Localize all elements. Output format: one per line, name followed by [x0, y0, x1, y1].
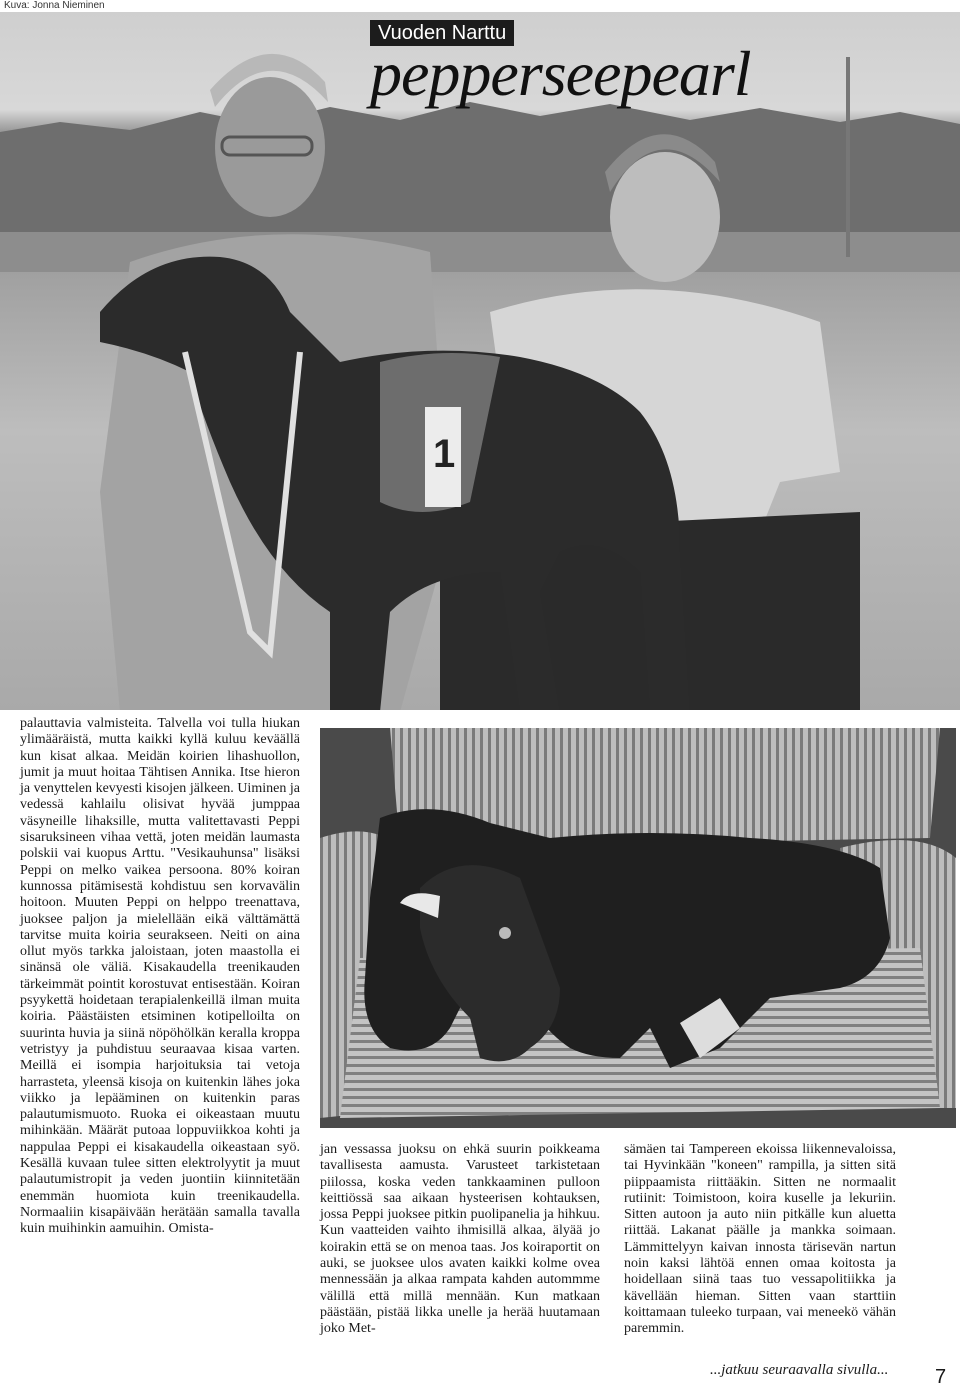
body-column-right: sämäen tai Tampereen ekoissa liikennevaloissa, tai Hyvinkään "koneen" rampilla, ja sitten sitä piippaamista riittääkin. Sitten ne normaalit rutiinit: Toimistoon, koira kuselle ja lekuriin. Sitten autoon ja auto niin pitkälle kun aluetta riittää. Lakanat päälle ja mankka soimaan. Lämmittelyyn kaivan innosta tärisevän nartun noin kaksi lähtöä ennen omaa koitosta ja hoidellaan siinä taas tuo vessapolitiikka ja kävellään hieman. Sitten vaan starttiin koittamaan tuleeko turpaan, vai meneekö vähän paremmin. [624, 1142, 896, 1337]
continue-note: ...jatkuu seuraavalla sivulla... [710, 1362, 889, 1378]
dog-on-chair-illustration [320, 728, 956, 1128]
page-number: 7 [935, 1366, 947, 1388]
main-photo-illustration [0, 12, 960, 710]
body-column-middle: jan vessassa juoksu on ehkä suurin poikkeama tavallisesta aamusta. Varusteet tarkistetaan piilossa, koska veden tankkaaminen pulloon keittiössä saa aikaan hysteerisen kohtauksen, jossa Peppi juoksee pitkin puolipanelia ja hihkuu. Kun vaatteiden vaihto ihmisillä alkaa, älyää jo koirakin että se on menoa taas. Jos koiraportit on auki, se juoksee ulos avaten kaikki kolme ovea mennessään ja alkaa rampata kahden autommme välillä että millä mennään. Kun matkaan päästään, pistää likka unelle ja herää huutamaan joko Met- [320, 1142, 600, 1337]
photo-credit: Kuva: Jonna Nieminen [4, 0, 105, 11]
section-label: Vuoden Narttu [370, 20, 514, 46]
dog-on-chair-photo [320, 728, 956, 1128]
main-photo [0, 12, 960, 710]
bib-number: 1 [433, 432, 456, 476]
body-column-left: palauttavia valmisteita. Talvella voi tulla hiukan ylimääräistä, mutta kaikki kyllä kuluu keväällä kun kisat alkaa. Meidän koirien lihashuollon, jumit ja muut hoitaa Tähtisen Annika. Itse hieron ja venyttelen kevyesti kisojen jälkeen. Uiminen ja vedessä kahlailu olisivat hyvää jumppaa väsyneille lihaksille, mutta valitettavasti Peppi sisaruksineen vihaa vettä, joten meidän laumasta polskii vai kuopus Arttu. "Vesikauhunsa" lisäksi Peppi on melko vaikea persoona. 80% koiran kunnossa pitämisestä kohdistuu sen korvavälin hoitoon. Muuten Peppi on helppo treenattava, juoksee paljon ja mielellään eikä välttämättä tarvitse muita koiria seurakseen. Neiti on aina ollut myös tarkka jaloistaan, joten maastolla ei sinänsä ole väliä. Kisakaudella treenikauden tärkeimmät pointit korostuvat entisestään. Koiran psyykettä hoidetaan terapialenkeillä ilman muita koiria. Päästäisten etsiminen kotipelloilta on suurinta huvia ja siinä nöpöhölkän keralla kroppa vetristyy ja puhdistuu seuraavaa kisaa varten. Meillä ei isompia harjoituksia tai vetoja harrasteta, yleensä kisoja on kuitenkin lähes joka viikko ja lepääminen on kuitenkin paras palautumismuoto. Ruoka ei oikeastaan muutu mihinkään. Määrät putoaa loppuviikkoa kohti ja nappulaa Peppi ei kisakaudella oikeastaan syö. Kesällä kuvaan tulee sitten elektrolyytit ja muut palautumistropit ja veden juontiin kiinnitetään enemmän huomiota kuin treenikaudella. Normaaliin kisapäivään herätään samalla tavalla kuin muihinkin aamuihin. Omista- [20, 716, 300, 1237]
article-title: pepperseepearl [370, 38, 751, 109]
